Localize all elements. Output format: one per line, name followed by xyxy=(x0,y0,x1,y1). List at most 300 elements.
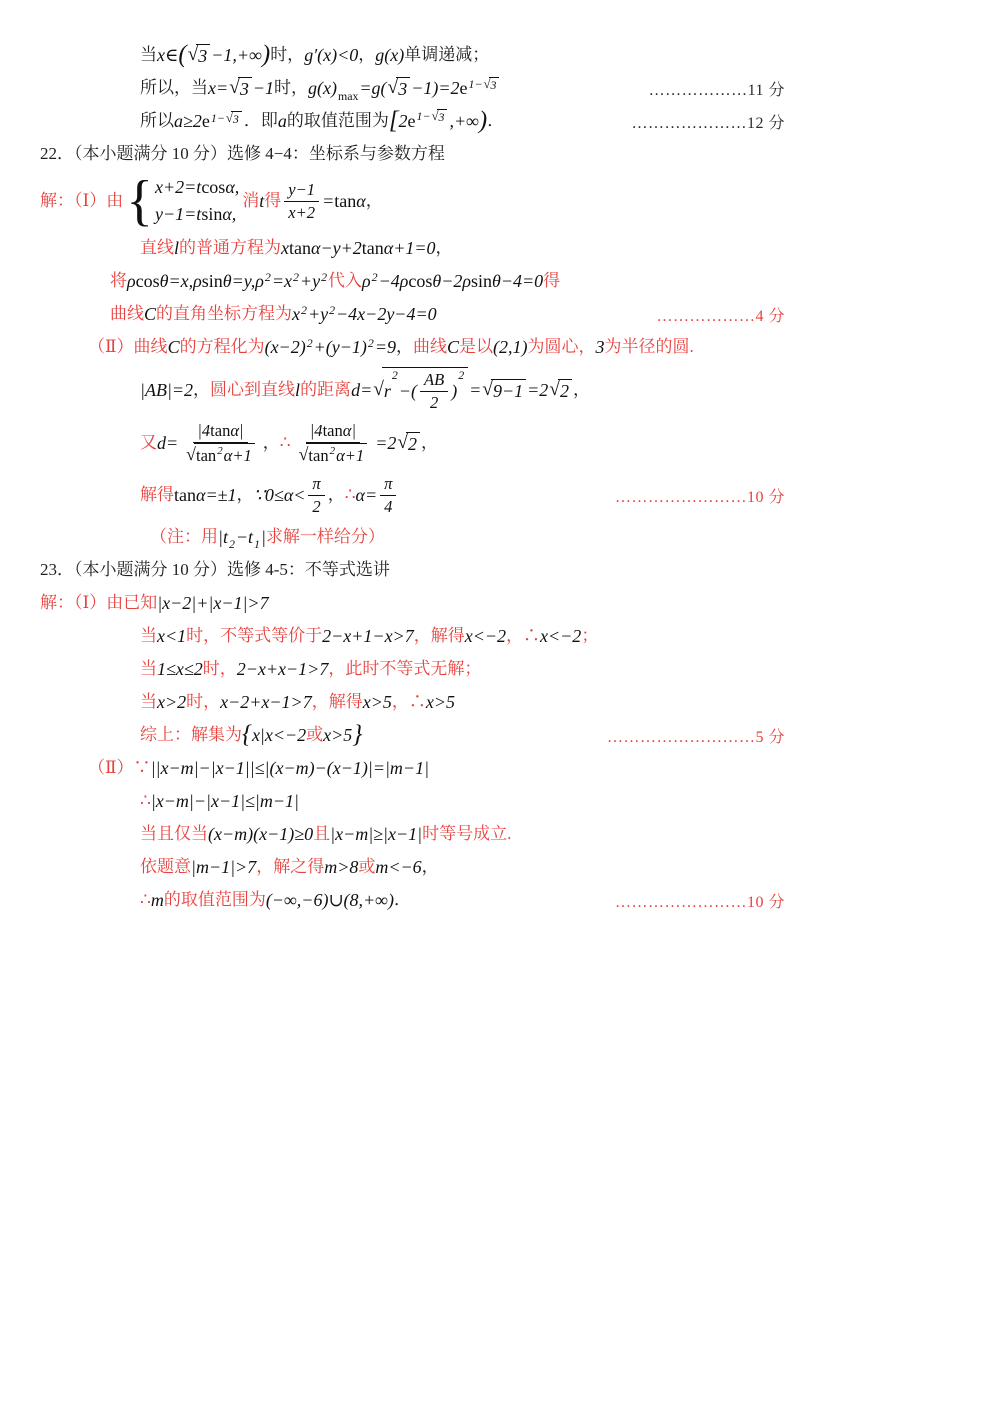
math-run xyxy=(208,824,313,845)
math-text: α+1 xyxy=(336,445,365,465)
superscript xyxy=(265,271,271,284)
radicand xyxy=(437,109,448,124)
radical-icon: √ xyxy=(298,443,309,464)
math-text: α, xyxy=(225,177,240,197)
math-text: x<−2 xyxy=(464,625,507,646)
math-run xyxy=(322,626,414,647)
math-text: tan xyxy=(334,190,357,211)
score-marker: ………………4 分 xyxy=(656,307,785,325)
math-text: |m−1|>7 xyxy=(191,856,257,877)
text-run: 为半径的圆. xyxy=(604,336,694,356)
math-text: | xyxy=(260,526,266,547)
math-text: g(x) xyxy=(307,77,337,98)
text-run: 的方程化为 xyxy=(179,336,265,356)
equation-system xyxy=(126,169,240,232)
math-text: (x−2) xyxy=(264,336,306,357)
upright-text xyxy=(174,485,196,506)
text-run: 依题意 xyxy=(140,856,191,876)
math-text: 3 xyxy=(198,45,208,66)
math-text: m>8 xyxy=(324,856,359,877)
text-run: 或 xyxy=(306,724,324,744)
radicand xyxy=(491,379,526,402)
math-run xyxy=(242,720,307,748)
score-marker: ………………11 分 xyxy=(648,81,785,99)
line-g-monotonic xyxy=(40,42,785,68)
math-run xyxy=(265,337,396,358)
math-run xyxy=(330,824,422,845)
big-delimiter xyxy=(261,40,271,68)
text-run: 时， xyxy=(202,658,237,678)
text-run: ， xyxy=(358,44,376,64)
math-text: −( xyxy=(398,380,417,401)
text-run: 得 xyxy=(543,270,561,290)
math-text: −1,+∞ xyxy=(211,44,262,65)
math-text: l xyxy=(295,379,301,400)
superscript xyxy=(368,337,374,350)
math-run xyxy=(351,367,573,413)
fraction xyxy=(284,179,319,223)
superscript xyxy=(293,271,299,284)
text-run: （注：用 xyxy=(150,526,218,546)
upright-text xyxy=(334,191,356,212)
upright-text xyxy=(201,201,222,228)
line-case-x-lt-1 xyxy=(40,623,785,649)
upright-text xyxy=(308,445,328,467)
math-text: e xyxy=(201,110,210,131)
text-run: 求解一样给分） xyxy=(265,526,385,546)
line-note xyxy=(40,524,785,550)
line-solve-alpha xyxy=(40,473,785,517)
fraction xyxy=(294,420,373,466)
radical-icon: √ xyxy=(187,44,199,65)
header-q23 xyxy=(40,557,785,583)
radical-icon: √ xyxy=(229,77,240,98)
math-text: tan xyxy=(322,421,343,441)
sqrt xyxy=(226,111,242,126)
upright-text xyxy=(408,111,416,132)
text-run: ， xyxy=(421,856,439,876)
math-text: 2 xyxy=(306,335,313,350)
superscript xyxy=(372,271,378,284)
sqrt xyxy=(373,367,468,413)
math-text: = xyxy=(469,379,482,400)
math-run xyxy=(237,659,329,680)
text-run: 解得 xyxy=(140,484,174,504)
math-text: x+2 xyxy=(288,202,316,222)
math-run xyxy=(304,45,358,66)
math-text: 3 xyxy=(398,78,408,99)
math-text: α+1=0 xyxy=(383,237,436,258)
math-text: 1− xyxy=(210,110,225,125)
math-text: =g( xyxy=(359,77,387,98)
radicand xyxy=(558,379,572,402)
radicand xyxy=(396,77,410,100)
math-text: tan xyxy=(210,421,231,441)
math-run xyxy=(123,169,242,232)
upright-text xyxy=(337,88,359,103)
math-text: 3 xyxy=(595,336,605,357)
math-run xyxy=(157,593,268,614)
math-text: x= xyxy=(208,77,229,98)
math-text: 3 xyxy=(232,111,239,126)
math-text: =x xyxy=(271,270,292,291)
math-text: 2 xyxy=(264,269,271,284)
math-text: y−1=t xyxy=(155,204,202,224)
math-run xyxy=(278,111,287,132)
math-text: α, xyxy=(222,204,237,224)
math-text: 9−1 xyxy=(492,380,524,401)
big-delimiter xyxy=(478,106,488,134)
math-run xyxy=(157,420,263,466)
text-run: ， xyxy=(421,432,439,452)
fraction xyxy=(380,473,396,517)
fraction xyxy=(308,473,324,517)
upright-text xyxy=(460,78,468,99)
sqrt xyxy=(483,77,499,92)
score-marker: ……………………10 分 xyxy=(614,488,785,506)
text-run: 得 xyxy=(264,190,282,210)
math-text: π xyxy=(312,474,321,494)
math-text: ( xyxy=(178,40,187,68)
math-text: m<−6 xyxy=(375,856,422,877)
math-run xyxy=(540,626,581,647)
score-marker: ………………………5 分 xyxy=(606,728,785,746)
denominator xyxy=(426,392,442,414)
system-row xyxy=(155,174,239,201)
math-run xyxy=(375,45,404,66)
text-run: ， xyxy=(396,336,414,356)
math-text: α= xyxy=(355,484,378,505)
math-text: =9 xyxy=(374,336,397,357)
upright-text xyxy=(202,271,223,292)
math-text: 2 xyxy=(301,302,307,317)
text-run: 曲线 xyxy=(413,336,448,356)
math-text: l xyxy=(174,237,180,258)
radical-icon: √ xyxy=(387,77,399,98)
line-curve-c-circle xyxy=(40,334,785,360)
text-run: 解：（Ⅰ）由 xyxy=(40,190,124,210)
math-text: θ=y,ρ xyxy=(222,270,264,291)
right-curly-brace: } xyxy=(352,720,363,748)
math-text: x xyxy=(292,303,301,324)
math-text: 2−x+x−1>7 xyxy=(236,658,329,679)
math-text: 2 xyxy=(458,368,465,382)
math-text: =2 xyxy=(375,432,397,453)
math-text: 2 xyxy=(398,110,408,131)
denominator xyxy=(284,202,319,224)
text-run: 当 xyxy=(140,658,157,678)
numerator xyxy=(308,473,324,496)
line-curve-c-rect-eq xyxy=(40,301,785,327)
upright-text xyxy=(408,271,432,292)
superscript xyxy=(211,111,243,126)
line-solution-set xyxy=(40,722,785,748)
math-text: x>5 xyxy=(425,691,455,712)
text-run: （Ⅱ）∵ xyxy=(88,757,151,777)
math-text: α−y+2 xyxy=(311,237,362,258)
math-text: x>5 xyxy=(323,724,353,745)
math-text: 3 xyxy=(490,77,497,92)
math-text: 2 xyxy=(367,335,374,350)
math-text: θ−2ρ xyxy=(432,270,472,291)
math-text: |x−m|−|x−1|≤|m−1| xyxy=(150,790,299,811)
numerator xyxy=(420,369,448,392)
line-equality-condition xyxy=(40,821,785,847)
sqrt xyxy=(431,109,447,124)
math-text: tan xyxy=(289,237,312,258)
math-text: cos xyxy=(135,270,160,291)
upright-text xyxy=(289,238,311,259)
math-run xyxy=(140,380,193,401)
math-text: (2,1) xyxy=(493,336,528,357)
math-text: 1 xyxy=(254,536,260,551)
denominator xyxy=(380,496,396,518)
math-run xyxy=(157,692,186,713)
upright-text xyxy=(362,238,384,259)
radical-icon: √ xyxy=(397,432,409,454)
superscript xyxy=(469,77,501,92)
math-text: 2 xyxy=(559,380,569,401)
math-text: g(x) xyxy=(375,44,405,65)
text-run: 直线 xyxy=(140,237,174,257)
math-text: 4 xyxy=(384,496,393,516)
sqrt xyxy=(482,379,526,402)
superscript xyxy=(217,445,222,457)
text-run: ， xyxy=(365,190,383,210)
line-case-x-gt-2 xyxy=(40,689,785,715)
text-run: 23．（本小题满分 10 分）选修 4-5：不等式选讲 xyxy=(40,559,390,579)
math-text: tan xyxy=(308,445,329,465)
math-text: C xyxy=(447,336,460,357)
math-run xyxy=(157,659,203,680)
math-text: 3 xyxy=(239,78,249,99)
math-text: |4 xyxy=(309,421,323,441)
math-text: d= xyxy=(157,432,179,453)
math-text: x xyxy=(281,237,290,258)
text-run: ， xyxy=(262,432,280,452)
math-run xyxy=(127,271,328,292)
text-run: 的直角坐标方程为 xyxy=(156,303,293,323)
sqrt xyxy=(188,44,211,67)
text-run: ， xyxy=(236,484,254,504)
text-run: 单调递减； xyxy=(404,44,490,64)
math-run xyxy=(208,77,274,100)
text-run: ，解之得 xyxy=(256,856,325,876)
math-text: θ−4=0 xyxy=(492,270,544,291)
upright-text xyxy=(210,420,230,442)
math-text: 2 xyxy=(408,433,418,454)
numerator xyxy=(306,420,360,443)
text-run: ， xyxy=(435,237,453,257)
upright-text xyxy=(202,111,210,132)
text-run: 是以 xyxy=(459,336,494,356)
text-run: 时等号成立. xyxy=(422,823,512,843)
superscript xyxy=(330,445,335,457)
text-run: 时， xyxy=(186,691,221,711)
radical-icon: √ xyxy=(549,379,560,401)
math-text: ) xyxy=(261,40,271,68)
math-text: e xyxy=(407,110,416,131)
math-text: C xyxy=(144,303,157,324)
sqrt xyxy=(299,443,368,467)
math-run xyxy=(157,40,271,68)
superscript xyxy=(329,304,335,317)
score-marker: …………………12 分 xyxy=(631,114,785,132)
math-text: 2 xyxy=(228,536,235,551)
upright-text xyxy=(201,174,225,201)
math-text: y−1 xyxy=(288,179,316,199)
big-delimiter xyxy=(178,40,187,68)
radical-icon: √ xyxy=(186,443,196,464)
math-text: 1− xyxy=(468,76,483,91)
math-run xyxy=(266,890,394,911)
superscript xyxy=(392,369,398,382)
text-run: ，解得 xyxy=(311,691,363,711)
math-text: 2 xyxy=(312,496,321,516)
math-run xyxy=(174,485,236,506)
math-text: 2 xyxy=(391,368,398,382)
math-text: cos xyxy=(408,270,433,291)
math-run xyxy=(324,857,358,878)
text-run: 的普通方程为 xyxy=(179,237,282,257)
text-run: 所以，当 xyxy=(140,77,208,97)
math-run xyxy=(596,337,605,358)
math-text: α| xyxy=(230,421,244,441)
text-run: ∴ xyxy=(279,432,291,452)
radicand xyxy=(238,77,252,100)
header-q22 xyxy=(40,141,785,167)
math-text: x<−2 xyxy=(540,625,582,646)
line-parametric-elimination xyxy=(40,169,785,232)
text-run: 又 xyxy=(140,432,157,452)
math-text: x∈ xyxy=(157,44,179,65)
math-run xyxy=(157,626,186,647)
math-run xyxy=(363,692,392,713)
sqrt xyxy=(549,379,572,402)
math-text: θ=x,ρ xyxy=(159,270,202,291)
math-run xyxy=(151,890,164,911)
text-run: ∴ xyxy=(344,484,356,504)
math-text: α+1 xyxy=(223,445,252,465)
math-text: C xyxy=(167,336,180,357)
math-text: x>2 xyxy=(157,691,187,712)
score-marker: ……………………10 分 xyxy=(614,893,785,911)
math-text: = xyxy=(322,190,335,211)
math-text: +y xyxy=(307,303,329,324)
math-text: −t xyxy=(235,526,254,547)
math-run xyxy=(447,337,459,358)
text-run: 将 xyxy=(110,270,127,290)
math-text: +(y−1) xyxy=(313,336,367,357)
math-run xyxy=(291,420,421,466)
radicand xyxy=(406,432,420,455)
superscript xyxy=(307,337,313,350)
line-m-range xyxy=(40,887,785,913)
math-run xyxy=(151,758,429,779)
math-text: [ xyxy=(388,106,399,134)
text-run: ，解得 xyxy=(413,625,465,645)
text-run: 圆心到直线 xyxy=(210,379,296,399)
math-run xyxy=(426,692,455,713)
math-text: (−∞,−6)∪(8,+∞) xyxy=(265,889,394,910)
math-text: 2 xyxy=(217,444,223,457)
math-run xyxy=(292,304,437,325)
math-text: 3 xyxy=(438,109,445,124)
text-run: 且 xyxy=(313,823,331,843)
sqrt xyxy=(388,77,411,100)
radical-icon: √ xyxy=(483,76,491,91)
denominator xyxy=(181,443,260,467)
line-case-1-le-x-le-2 xyxy=(40,656,785,682)
math-text: ) xyxy=(478,106,488,134)
math-text: α| xyxy=(342,421,357,441)
math-text: e xyxy=(459,77,468,98)
sqrt xyxy=(397,432,420,455)
text-run: 22．（本小题满分 10 分）选修 4−4：坐标系与参数方程 xyxy=(40,143,445,163)
math-text: −4ρ xyxy=(378,270,409,291)
math-text: ,+∞ xyxy=(449,110,479,131)
math-text: 2 xyxy=(329,302,336,317)
radicand xyxy=(306,443,367,467)
math-text: x<1 xyxy=(157,625,187,646)
math-text: tan xyxy=(174,484,196,505)
subscript xyxy=(228,536,235,551)
system-row xyxy=(155,201,236,228)
math-run xyxy=(220,692,312,713)
text-run: ，∴ xyxy=(391,691,426,711)
radicand xyxy=(196,44,210,67)
math-text: −4x−2y−4=0 xyxy=(336,303,437,324)
text-run: ； xyxy=(581,625,599,645)
math-text: m xyxy=(150,889,164,910)
math-run xyxy=(493,337,528,358)
math-text: AB xyxy=(423,370,445,389)
line-q23-given xyxy=(40,590,785,616)
text-run: 当 xyxy=(140,625,157,645)
denominator xyxy=(294,443,373,467)
math-text: tan xyxy=(361,237,384,258)
superscript xyxy=(458,369,464,382)
math-text: g′(x)<0 xyxy=(304,44,359,65)
numerator xyxy=(380,473,396,496)
math-text: 2 xyxy=(429,392,439,412)
text-run: ，∴ xyxy=(506,625,541,645)
superscript xyxy=(301,304,307,317)
math-run xyxy=(253,473,327,517)
text-run: 的取值范围为 xyxy=(286,110,389,130)
math-text: 1≤x≤2 xyxy=(157,658,203,679)
text-run: 综上：解集为 xyxy=(140,724,242,744)
upright-text xyxy=(471,271,492,292)
text-run: 时， xyxy=(273,77,308,97)
text-run: 或 xyxy=(358,856,376,876)
math-text: sin xyxy=(471,270,493,291)
line-a-range xyxy=(40,108,785,134)
line-solve-m xyxy=(40,854,785,880)
math-text: =2 xyxy=(527,379,549,400)
math-run xyxy=(465,626,506,647)
math-text: 2 xyxy=(371,269,378,284)
math-text: x|x<−2 xyxy=(251,724,307,745)
math-text: 2 xyxy=(329,444,336,457)
text-run: 消 xyxy=(242,190,260,210)
text-run: 时，不等式等价于 xyxy=(186,625,323,645)
radical-icon: √ xyxy=(373,379,384,401)
superscript xyxy=(321,271,327,284)
math-text: α xyxy=(356,190,366,211)
math-text: |4 xyxy=(197,421,211,441)
subscript xyxy=(337,88,359,103)
